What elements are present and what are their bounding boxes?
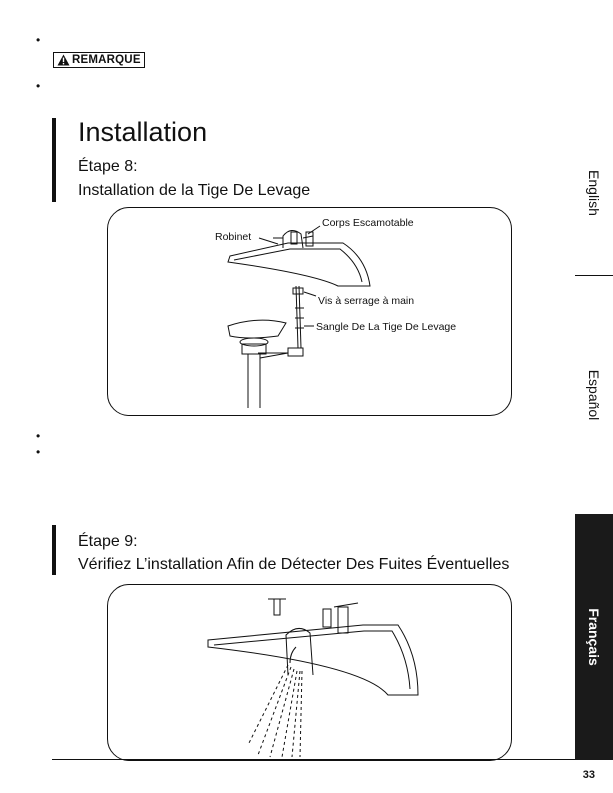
step9-label: Étape 9: bbox=[78, 533, 138, 550]
warning-icon bbox=[57, 54, 70, 66]
callout-body: Corps Escamotable bbox=[322, 217, 414, 229]
step9-title: Vérifiez L’installation Afin de Détecter Des Fuites Éventuelles bbox=[78, 556, 510, 573]
step8-label: Étape 8: bbox=[78, 158, 138, 175]
note-badge bbox=[53, 52, 145, 68]
figure-leak-check bbox=[107, 584, 512, 761]
tab-english-label: English bbox=[586, 169, 602, 216]
tab-espanol[interactable] bbox=[575, 276, 613, 514]
callout-screw: Vis à serrage à main bbox=[318, 295, 415, 307]
tab-francais-label: Français bbox=[586, 608, 602, 666]
tab-espanol-label: Español bbox=[586, 369, 602, 421]
bullet-marker: • bbox=[36, 79, 41, 93]
section-bar bbox=[52, 118, 56, 202]
leak-check-illustration bbox=[108, 585, 511, 760]
tab-english[interactable] bbox=[575, 110, 613, 275]
footer-rule bbox=[52, 759, 613, 760]
bullet-marker: • bbox=[36, 429, 41, 443]
tab-francais[interactable] bbox=[575, 514, 613, 760]
callout-strap: Sangle De La Tige De Levage bbox=[316, 321, 457, 333]
page-number: 33 bbox=[582, 769, 595, 781]
section-bar bbox=[52, 525, 56, 575]
callout-faucet: Robinet bbox=[215, 231, 252, 243]
bullet-marker: • bbox=[36, 445, 41, 459]
section-title: Installation bbox=[78, 117, 208, 147]
note-label: REMARQUE bbox=[72, 54, 141, 66]
step8-title: Installation de la Tige De Levage bbox=[78, 182, 311, 199]
bullet-marker: • bbox=[36, 33, 41, 47]
lift-rod-illustration bbox=[108, 208, 511, 415]
figure-lift-rod bbox=[107, 207, 512, 416]
